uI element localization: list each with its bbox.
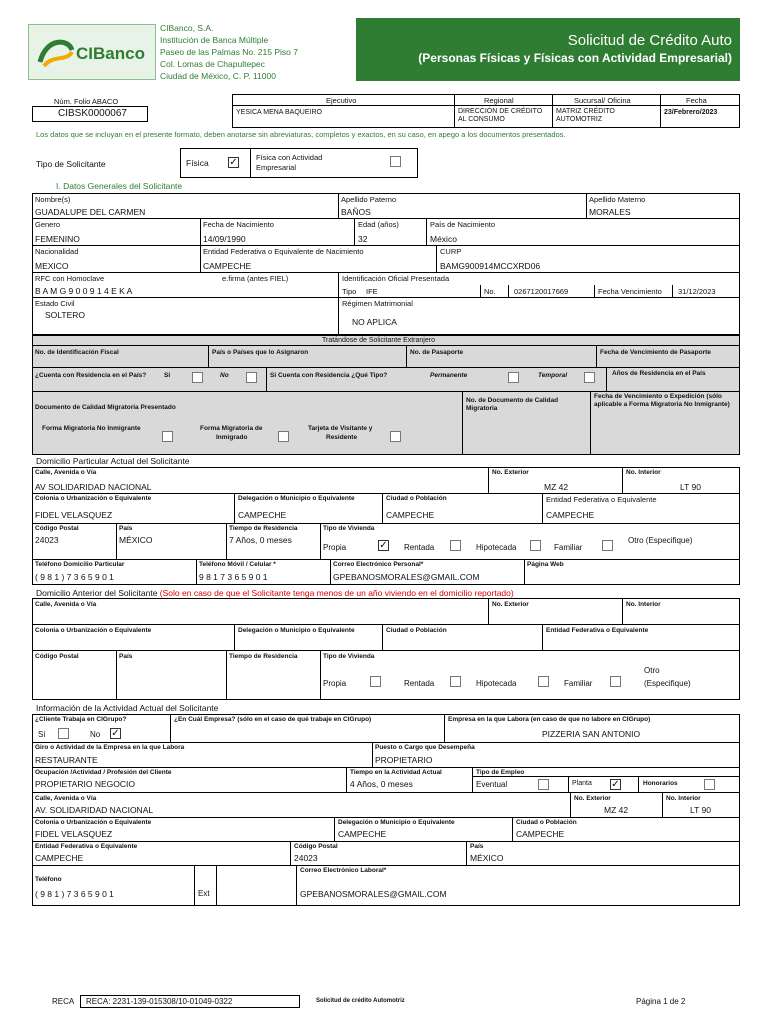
dom-entidad-value[interactable]: CAMPECHE: [546, 510, 595, 520]
folio-value[interactable]: CIBSK0000067: [58, 108, 127, 119]
act-pais-label: País: [470, 843, 484, 850]
trabaja-si-label: Sí: [38, 730, 46, 739]
planta-checkbox[interactable]: ✓: [611, 779, 620, 790]
address-line: Ciudad de México, C. P. 11000: [160, 71, 276, 81]
grid-divider: [596, 345, 597, 367]
fisica-actividad-checkbox[interactable]: [390, 156, 401, 167]
grid-divider: [466, 841, 467, 865]
act-no-ext-value[interactable]: MZ 42: [604, 805, 629, 815]
nacionalidad-value[interactable]: MEXICO: [35, 261, 69, 271]
no-doc-calidad-label: No. de Documento de Calidad Migratoria: [466, 397, 559, 412]
residencia-no-checkbox[interactable]: [246, 372, 257, 383]
dom-tiempo-value[interactable]: 7 Años, 0 meses: [229, 535, 292, 545]
grid-divider: [116, 650, 117, 700]
grid-divider: [542, 624, 543, 650]
trabaja-no-label: No: [90, 730, 101, 739]
folio-label: Núm. Folio ABACO: [54, 97, 119, 106]
eventual-checkbox[interactable]: [538, 779, 549, 790]
address-line: CIBanco, S.A.: [160, 23, 214, 33]
grid-line: [32, 493, 740, 494]
act-no-ext-label: No. Exterior: [574, 795, 611, 802]
grid-divider: [116, 523, 117, 559]
grid-divider: [266, 367, 267, 391]
tarjeta-checkbox[interactable]: [390, 431, 401, 442]
section-actividad: Información de la Actividad Actual del Solicitante: [36, 703, 219, 713]
residencia-no-label: No: [220, 372, 229, 379]
edad-label: Edad (años): [358, 220, 399, 229]
dom-calle-value[interactable]: AV SOLIDARIDAD NACIONAL: [35, 482, 152, 492]
act-entidad-label: Entidad Federativa o Equivalente: [35, 843, 138, 850]
pasaporte-label: No. de Pasaporte: [410, 349, 464, 356]
fecha-nac-value[interactable]: 14/09/1990: [203, 234, 246, 244]
grid-divider: [226, 523, 227, 559]
grid-divider: [250, 148, 251, 178]
dom-correo-label: Correo Electrónico Personal*: [333, 561, 424, 568]
fisica-actividad-label: Empresarial: [256, 163, 297, 172]
genero-value[interactable]: FEMENINO: [35, 234, 80, 244]
tiempo-actividad-label: Tiempo en la Actividad Actual: [350, 769, 442, 776]
nacionalidad-label: Nacionalidad: [35, 247, 79, 256]
dom-calle-label: Calle, Avenida o Vía: [35, 469, 97, 476]
grid-line: [32, 559, 740, 560]
entidad-nac-value[interactable]: CAMPECHE: [203, 261, 252, 271]
grid-divider: [334, 817, 335, 841]
act-calle-label: Calle, Avenida o Vía: [35, 795, 97, 802]
grid-divider: [586, 193, 587, 218]
giro-label: Giro o Actividad de la Empresa en la que Labora: [35, 744, 185, 751]
grid-line: [32, 391, 740, 392]
dom-tipo-vivienda-label: Tipo de Vivienda: [323, 525, 375, 532]
ant-familiar-label: Familiar: [564, 679, 593, 688]
grid-divider: [226, 650, 227, 700]
dom-rentada-label: Rentada: [404, 543, 435, 552]
grid-divider: [338, 193, 339, 218]
puesto-label: Puesto o Cargo que Desempeña: [375, 744, 475, 751]
tipo-empleo-label: Tipo de Empleo: [476, 769, 525, 776]
fisica-checkbox[interactable]: ✓: [229, 157, 238, 168]
grid-line: [32, 367, 740, 368]
forma-inm-label: Forma Migratoria de: [200, 425, 263, 432]
dom-familiar-label: Familiar: [554, 543, 583, 552]
regional-label: Regional: [484, 96, 514, 105]
temporal-label: Temporal: [538, 372, 568, 379]
id-venc-label: Fecha Vencimiento: [598, 287, 662, 296]
empresa-label: Empresa en la que Labora (en caso de que no labore en CIGrupo): [448, 716, 651, 723]
ant-deleg-label: Delegación o Municipio o Equivalente: [238, 627, 355, 634]
grid-divider: [594, 285, 595, 297]
dom-hipotecada-label: Hipotecada: [476, 543, 517, 552]
section-domicilio: Domicilio Particular Actual del Solicitante: [36, 456, 190, 466]
id-tipo-value[interactable]: IFE: [366, 287, 378, 296]
act-deleg-value[interactable]: CAMPECHE: [338, 829, 387, 839]
dom-pais-label: País: [119, 525, 133, 532]
grid-divider: [512, 817, 513, 841]
entidad-nac-label: Entidad Federativa o Equivalente de Nacimiento: [203, 247, 364, 256]
address-line: Paseo de las Palmas No. 215 Piso 7: [160, 47, 298, 57]
trabaja-no-checkbox[interactable]: ✓: [111, 728, 120, 739]
ant-otro-label: Otro: [644, 666, 660, 675]
act-deleg-label: Delegación o Municipio o Equivalente: [338, 819, 455, 826]
grid-line: [32, 523, 740, 524]
ant-cp-label: Código Postal: [35, 653, 79, 660]
fisica-actividad-label: Física con Actividad: [256, 153, 323, 162]
domicilio-anterior-note: (Solo en caso de que el Solicitante tenga menos de un año viviendo en el domicilio reportado): [159, 588, 514, 598]
address-line: Col. Lomas de Chapultepec: [160, 59, 265, 69]
ant-calle-label: Calle, Avenida o Vía: [35, 601, 97, 608]
domicilio-anterior-title: Domicilio Anterior del Solicitante: [36, 588, 158, 598]
reca-value: RECA: 2231-139-015308/10-01049-0322: [86, 997, 233, 1006]
ant-no-int-label: No. Interior: [626, 601, 661, 608]
grid-divider: [296, 865, 297, 906]
giro-value[interactable]: RESTAURANTE: [35, 755, 98, 765]
form-subtitle: (Personas Físicas y Físicas con Actividad Empresarial): [418, 51, 732, 65]
ap-materno-value[interactable]: MORALES: [589, 207, 631, 217]
ant-tipo-vivienda-label: Tipo de Vivienda: [323, 653, 375, 660]
permanente-label: Permanente: [430, 372, 468, 379]
ant-propia-label: Propia: [323, 679, 347, 688]
ant-rentada-label: Rentada: [404, 679, 435, 688]
id-venc-value[interactable]: 31/12/2023: [678, 287, 716, 296]
grid-divider: [622, 598, 623, 624]
trabaja-si-checkbox[interactable]: [58, 728, 69, 739]
act-cp-label: Código Postal: [294, 843, 338, 850]
dom-cp-value[interactable]: 24023: [35, 535, 59, 545]
grid-line: [32, 297, 740, 298]
title-banner: [356, 18, 740, 81]
fecha-value[interactable]: 23/Febrero/2023: [664, 109, 718, 116]
forma-inm-label-2: Inmigrado: [216, 434, 248, 441]
anios-residencia-label: Años de Residencia en el País: [612, 370, 706, 377]
dom-pais-value[interactable]: MÉXICO: [119, 535, 153, 545]
dom-no-int-label: No. Interior: [626, 469, 661, 476]
paises-label: País o Países que lo Asignaron: [212, 349, 309, 356]
ap-materno-label: Apellido Materno: [589, 195, 646, 204]
sucursal-value[interactable]: MATRIZ CRÉDITO AUTOMOTRIZ: [556, 108, 615, 123]
puesto-value[interactable]: PROPIETARIO: [375, 755, 433, 765]
id-oficial-label: Identificación Oficial Presentada: [342, 274, 450, 283]
planta-label: Planta: [572, 780, 592, 787]
grid-divider: [508, 285, 509, 297]
grid-line: [32, 650, 740, 651]
dom-propia-checkbox[interactable]: ✓: [379, 540, 388, 551]
grid-divider: [454, 94, 455, 128]
regimen-label: Régimen Matrimonial: [342, 299, 413, 308]
grid-divider: [194, 865, 195, 906]
act-cp-value[interactable]: 24023: [294, 853, 318, 863]
grid-divider: [372, 742, 373, 767]
fisica-label: Física: [186, 158, 209, 168]
grid-divider: [320, 523, 321, 559]
fecha-venc-forma-label: Fecha de Vencimiento o Expedición (sólo aplicable a Forma Migratoria No Inmigrante): [594, 393, 730, 408]
doc-name: Solicitud de crédito Automotriz: [316, 998, 405, 1004]
grid-line: [32, 742, 740, 743]
edad-value[interactable]: 32: [358, 234, 368, 244]
grid-divider: [200, 218, 201, 272]
ocupacion-value[interactable]: PROPIETARIO NEGOCIO: [35, 779, 135, 789]
grid-line: [32, 245, 740, 246]
act-correo-value[interactable]: GPEBANOSMORALES@GMAIL.COM: [300, 889, 447, 899]
grid-divider: [462, 391, 463, 455]
efirma-label: e.firma (antes FIEL): [222, 274, 289, 283]
doc-calidad-label: Documento de Calidad Migratoria Presentado: [35, 404, 176, 411]
grid-divider: [208, 345, 209, 367]
act-colonia-value[interactable]: FIDEL VELASQUEZ: [35, 829, 113, 839]
grid-line: [32, 817, 740, 818]
tiempo-actividad-value[interactable]: 4 Años, 0 meses: [350, 779, 413, 789]
grid-divider: [660, 94, 661, 128]
grid-divider: [542, 493, 543, 523]
forma-inm-checkbox[interactable]: [278, 431, 289, 442]
grid-divider: [606, 367, 607, 391]
sucursal-label: Sucursal/ Oficina: [574, 96, 631, 105]
pais-nac-label: País de Nacimiento: [430, 220, 496, 229]
dom-entidad-label: Entidad Federativa o Equivalente: [546, 495, 657, 504]
act-no-int-value[interactable]: LT 90: [690, 805, 711, 815]
dom-hipotecada-checkbox[interactable]: [530, 540, 541, 551]
ap-paterno-value[interactable]: BAÑOS: [341, 207, 371, 217]
act-correo-label: Correo Electrónico Laboral*: [300, 867, 387, 874]
id-no-value[interactable]: 0267120017669: [514, 287, 569, 296]
dom-colonia-label: Colonia o Urbanización o Equivalente: [35, 495, 152, 502]
grid-divider: [234, 493, 235, 523]
grid-divider: [590, 391, 591, 455]
temporal-checkbox[interactable]: [584, 372, 595, 383]
grid-divider: [568, 776, 569, 792]
eventual-label: Eventual: [476, 780, 508, 789]
ap-paterno-label: Apellido Paterno: [341, 195, 397, 204]
tipo-residencia-label: Si Cuenta con Residencia ¿Qué Tipo?: [270, 372, 388, 379]
dom-ciudad-label: Ciudad o Población: [386, 495, 447, 502]
pais-nac-value[interactable]: México: [430, 234, 457, 244]
dom-familiar-checkbox[interactable]: [602, 540, 613, 551]
grid-divider: [196, 559, 197, 585]
dom-deleg-label: Delegación o Municipio o Equivalente: [238, 495, 355, 502]
ant-ciudad-label: Ciudad o Población: [386, 627, 447, 634]
grid-divider: [488, 598, 489, 624]
grid-divider: [234, 624, 235, 650]
forma-no-inm-checkbox[interactable]: [162, 431, 173, 442]
estado-civil-label: Estado Civil: [35, 299, 75, 308]
ant-otro-label-2: (Especifique): [644, 679, 691, 688]
grid-divider: [338, 272, 339, 335]
cibanco-logo: [28, 24, 156, 80]
extranjero-title: Tratándose de Solicitante Extranjero: [322, 337, 435, 344]
empresa-cigrupo-label: ¿En Cuál Empresa? (sólo en el caso de qué trabaje en CIGrupo): [174, 716, 372, 723]
dom-no-int-value[interactable]: LT 90: [680, 482, 701, 492]
tarjeta-label-2: Residente: [326, 434, 358, 441]
grid-divider: [480, 285, 481, 297]
empresa-value[interactable]: PIZZERIA SAN ANTONIO: [542, 729, 641, 739]
rfc-label: RFC con Homoclave: [35, 274, 105, 283]
cibanco-logo-icon: [32, 32, 152, 72]
dom-tiempo-label: Tiempo de Residencia: [229, 525, 298, 532]
honorarios-label: Honorarios: [643, 780, 678, 787]
grid-divider: [662, 792, 663, 817]
fecha-nac-label: Fecha de Nacimiento: [203, 220, 274, 229]
grid-divider: [622, 467, 623, 493]
ant-hipotecada-checkbox[interactable]: [538, 676, 549, 687]
ant-no-ext-label: No. Exterior: [492, 601, 529, 608]
ocupacion-label: Ocupación /Actividad / Profesión del Cliente: [35, 769, 172, 776]
ejecutivo-label: Ejecutivo: [326, 96, 357, 105]
page-number: Página 1 de 2: [636, 997, 686, 1006]
grid-divider: [638, 776, 639, 792]
act-entidad-value[interactable]: CAMPECHE: [35, 853, 84, 863]
regional-value[interactable]: DIRECCIÓN DE CRÉDITO AL CONSUMO: [458, 108, 543, 123]
honorarios-checkbox[interactable]: [704, 779, 715, 790]
act-no-int-label: No. Interior: [666, 795, 701, 802]
domicilio-anterior-grid: [32, 598, 740, 700]
act-ciudad-value[interactable]: CAMPECHE: [516, 829, 565, 839]
ant-rentada-checkbox[interactable]: [450, 676, 461, 687]
act-tel-value[interactable]: ( 9 8 1 ) 7 3 6 5 9 0 1: [35, 889, 114, 899]
id-tipo-label: Tipo: [342, 287, 357, 296]
grid-line: [32, 792, 740, 793]
ant-pais-label: País: [119, 653, 133, 660]
grid-line: [32, 218, 740, 219]
grid-divider: [552, 94, 553, 128]
form-title: Solicitud de Crédito Auto: [567, 32, 732, 49]
dom-tel-value[interactable]: ( 9 8 1 ) 7 3 6 5 9 0 1: [35, 572, 114, 582]
ejecutivo-value[interactable]: YESICA MENA BAQUEIRO: [236, 109, 322, 116]
grid-divider: [354, 218, 355, 245]
ant-propia-checkbox[interactable]: [370, 676, 381, 687]
grid-divider: [216, 865, 217, 906]
dom-correo-value[interactable]: GPEBANOSMORALES@GMAIL.COM: [333, 572, 480, 582]
notice-text: Los datos que se incluyan en el presente formato, deben anotarse sin abreviaturas, completos y exactos, en su caso, en apego a los documentos presentados.: [36, 130, 566, 139]
genero-label: Genero: [35, 220, 61, 229]
address-line: Institución de Banca Múltiple: [160, 35, 269, 45]
grid-divider: [444, 714, 445, 742]
residencia-question: ¿Cuenta con Residencia en el País?: [35, 372, 147, 379]
forma-no-inm-label: Forma Migratoria No Inmigrante: [42, 425, 141, 432]
dom-propia-label: Propia: [323, 543, 347, 552]
grid-line: [32, 272, 740, 273]
grid-divider: [346, 767, 347, 792]
section-domicilio-anterior: [36, 588, 514, 598]
nombres-value[interactable]: GUADALUPE DEL CARMEN: [35, 207, 146, 217]
dom-cp-label: Código Postal: [35, 525, 79, 532]
curp-value[interactable]: BAMG900914MCCXRD06: [440, 261, 541, 271]
grid-divider: [426, 218, 427, 245]
dom-movil-label: Teléfono Móvil / Celular *: [199, 561, 276, 568]
regimen-value[interactable]: NO APLICA: [352, 317, 397, 327]
dom-no-ext-label: No. Exterior: [492, 469, 529, 476]
estado-civil-value[interactable]: SOLTERO: [45, 310, 85, 320]
ant-tiempo-label: Tiempo de Residencia: [229, 653, 298, 660]
permanente-checkbox[interactable]: [508, 372, 519, 383]
grid-line: [32, 767, 740, 768]
dom-deleg-value[interactable]: CAMPECHE: [238, 510, 287, 520]
act-tel-label: Teléfono: [35, 876, 62, 883]
reca-label: RECA: [52, 997, 75, 1006]
ant-hipotecada-label: Hipotecada: [476, 679, 517, 688]
section-datos-generales: I. Datos Generales del Solicitante: [56, 181, 183, 191]
trabaja-cigrupo-label: ¿Cliente Trabaja en CIGrupo?: [35, 716, 127, 723]
header-grid-line: [232, 105, 740, 106]
grid-divider: [382, 624, 383, 650]
grid-line: [32, 865, 740, 866]
tarjeta-label: Tarjeta de Visitante y: [308, 425, 373, 432]
id-fiscal-label: No. de Identificación Fiscal: [35, 349, 119, 356]
residencia-si-label: Si: [164, 372, 171, 379]
dom-ciudad-value[interactable]: CAMPECHE: [386, 510, 435, 520]
grid-line: [32, 624, 740, 625]
grid-divider: [290, 841, 291, 865]
grid-divider: [170, 714, 171, 742]
act-ciudad-label: Ciudad o Población: [516, 819, 577, 826]
venc-pasaporte-label: Fecha de Vencimiento de Pasaporte: [600, 349, 711, 356]
grid-divider: [406, 345, 407, 367]
grid-divider: [436, 245, 437, 272]
residencia-si-checkbox[interactable]: [192, 372, 203, 383]
act-pais-value[interactable]: MÉXICO: [470, 853, 504, 863]
rfc-value[interactable]: B A M G 9 0 0 9 1 4 E K A: [35, 286, 133, 296]
dom-web-label: Página Web: [527, 561, 564, 568]
act-calle-value[interactable]: AV. SOLIDARIDAD NACIONAL: [35, 805, 154, 815]
logo-text: CIBanco: [76, 44, 145, 63]
id-no-label: No.: [484, 287, 496, 296]
grid-line: [32, 345, 740, 346]
grid-divider: [524, 559, 525, 585]
curp-label: CURP: [440, 247, 462, 256]
dom-rentada-checkbox[interactable]: [450, 540, 461, 551]
grid-divider: [382, 493, 383, 523]
grid-divider: [472, 767, 473, 792]
fecha-label: Fecha: [686, 96, 707, 105]
ant-colonia-label: Colonia o Urbanización o Equivalente: [35, 627, 152, 634]
nombres-label: Nombre(s): [35, 195, 71, 204]
grid-divider: [570, 792, 571, 817]
dom-tel-label: Teléfono Domicilio Particular: [35, 561, 125, 568]
grid-line: [32, 841, 740, 842]
grid-divider: [330, 559, 331, 585]
ant-entidad-label: Entidad Federativa o Equivalente: [546, 627, 649, 634]
grid-divider: [672, 285, 673, 297]
dom-movil-value[interactable]: 9 8 1 7 3 6 5 9 0 1: [199, 572, 268, 582]
dom-colonia-value[interactable]: FIDEL VELASQUEZ: [35, 510, 113, 520]
dom-no-ext-value[interactable]: MZ 42: [544, 482, 569, 492]
act-ext-label: Ext: [198, 889, 210, 898]
ant-familiar-checkbox[interactable]: [610, 676, 621, 687]
tipo-solicitante-label: Tipo de Solicitante: [36, 159, 106, 169]
dom-otro-label: Otro (Especifique): [628, 536, 693, 545]
act-colonia-label: Colonia o Urbanización o Equivalente: [35, 819, 152, 826]
grid-divider: [488, 467, 489, 493]
grid-divider: [320, 650, 321, 700]
bank-address: [160, 22, 298, 82]
